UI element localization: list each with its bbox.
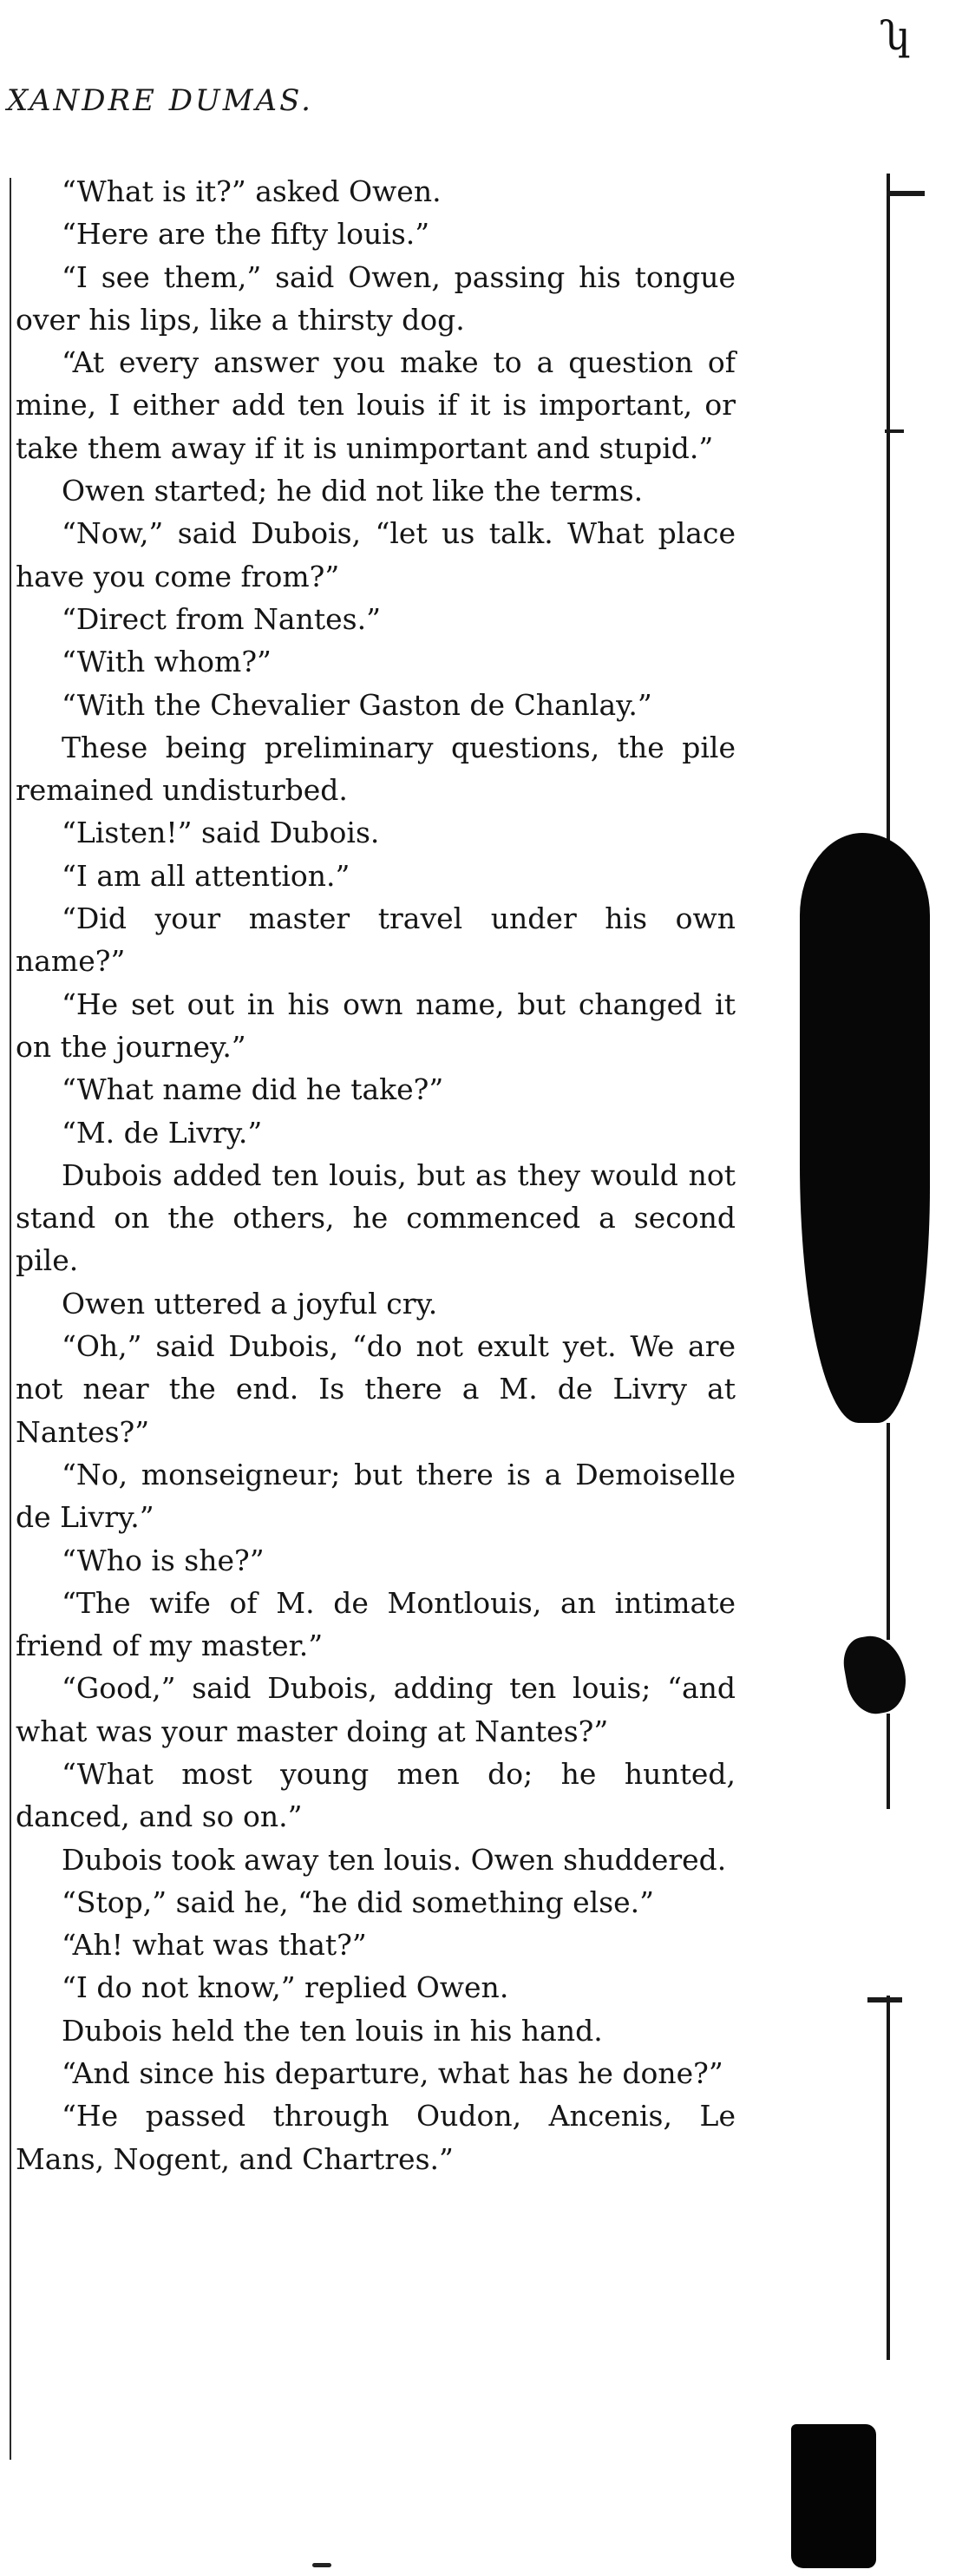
paragraph: “And since his departure, what has he done?” — [62, 2056, 723, 2091]
paragraph: “What name did he take?” — [62, 1072, 444, 1107]
paragraph: “The wife of M. de Montlouis, an intimate friend of my master.” — [16, 1585, 736, 1663]
paragraph: “Who is she?” — [62, 1543, 265, 1577]
paragraph: “What most young men do; he hunted, danced, and so on.” — [16, 1756, 736, 1834]
gutter-line-upper — [887, 174, 890, 850]
paragraph: “With the Chevalier Gaston de Chanlay.” — [62, 687, 652, 722]
paragraph: “Did your master travel under his own name?” — [16, 901, 736, 979]
paragraph: Dubois added ten louis, but as they would not stand on the others, he commenced a second pile. — [16, 1157, 736, 1278]
left-margin-rule — [10, 178, 11, 2460]
page-bottom-mark — [312, 2563, 331, 2567]
gutter-tick — [887, 191, 925, 196]
gutter-tick — [867, 1997, 902, 2002]
gutter-line-middle — [887, 1423, 890, 1640]
paragraph: These being preliminary questions, the pile remained undisturbed. — [16, 730, 736, 808]
paragraph: Dubois held the ten louis in his hand. — [62, 2013, 603, 2048]
ink-blot-small — [840, 1631, 912, 1718]
paragraph: “With whom?” — [62, 645, 272, 679]
paragraph: “At every answer you make to a question of mine, I either add ten louis if it is important, or take them away if it is unimportant and stupid.” — [16, 345, 736, 465]
paragraph: “He set out in his own name, but changed it on the journey.” — [16, 986, 736, 1064]
paragraph: “No, monseigneur; but there is a Demoiselle de Livry.” — [16, 1457, 736, 1535]
paragraph: “Listen!” said Dubois. — [62, 816, 380, 850]
paragraph: “Now,” said Dubois, “let us talk. What place have you come from?” — [16, 516, 736, 593]
ink-blot-bottom — [791, 2424, 876, 2568]
running-head: XANDRE DUMAS. — [7, 83, 313, 118]
paragraph: “Stop,” said he, “he did something else.” — [62, 1884, 655, 1919]
paragraph: “What is it?” asked Owen. — [62, 174, 442, 208]
gutter-tick — [885, 429, 904, 433]
paragraph: “Oh,” said Dubois, “do not exult yet. We are not near the end. Is there a M. de Livry at Nantes?” — [16, 1329, 736, 1449]
paragraph: “Ah! what was that?” — [62, 1928, 367, 1963]
ink-blot-large — [800, 833, 930, 1423]
gutter-line-lower — [887, 1996, 890, 2360]
gutter-mark-top: ʮ — [880, 12, 911, 59]
gutter-line-middle-lower — [887, 1714, 890, 1809]
paragraph: “I see them,” said Owen, passing his tongue over his lips, like a thirsty dog. — [16, 259, 736, 337]
paragraph: “I am all attention.” — [62, 858, 350, 893]
paragraph: Owen started; he did not like the terms. — [62, 474, 644, 508]
paragraph: Dubois took away ten louis. Owen shuddered. — [62, 1842, 727, 1877]
paragraph: “Good,” said Dubois, adding ten louis; “and what was your master doing at Nantes?” — [16, 1671, 736, 1748]
paragraph: “Here are the fifty louis.” — [62, 217, 430, 252]
paragraph: “Direct from Nantes.” — [62, 601, 381, 636]
paragraph: “I do not know,” replied Owen. — [62, 1970, 509, 2005]
paragraph: “He passed through Oudon, Ancenis, Le Mans, Nogent, and Chartres.” — [16, 2099, 736, 2176]
body-text-column — [16, 170, 736, 2180]
paragraph: Owen uttered a joyful cry. — [62, 1286, 438, 1321]
paragraph: “M. de Livry.” — [62, 1115, 263, 1150]
